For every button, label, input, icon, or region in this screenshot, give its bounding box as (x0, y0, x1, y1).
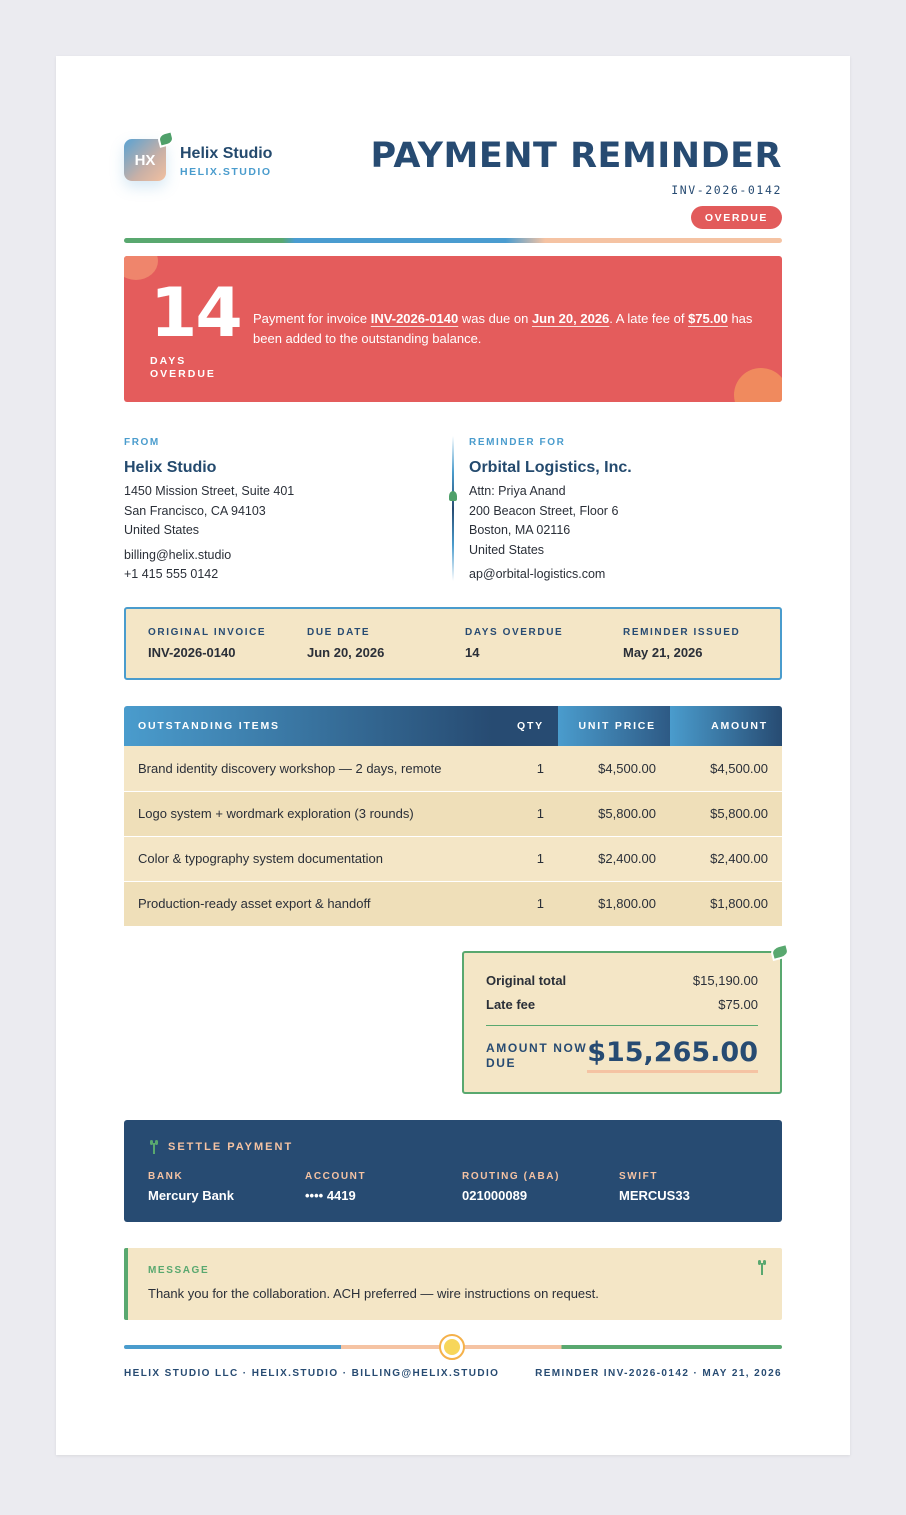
table-row (124, 836, 782, 881)
brand-name: Helix Studio (180, 145, 273, 162)
item-description: Logo system + wordmark exploration (3 rounds) (124, 791, 492, 836)
table-row (124, 881, 782, 926)
overdue-text: Payment for invoice (253, 311, 371, 326)
summary-value: Jun 20, 2026 (307, 645, 385, 660)
original-total-row (486, 973, 758, 988)
sprout-icon (449, 491, 457, 501)
address-line: United States (469, 542, 545, 557)
item-amount: $5,800.00 (670, 791, 782, 836)
address-line: San Francisco, CA 94103 (124, 503, 266, 518)
footer-reference: REMINDER INV-2026-0142 · MAY 21, 2026 (535, 1368, 782, 1379)
recipient-block (469, 437, 769, 585)
table-row (124, 791, 782, 836)
recipient-name: Orbital Logistics, Inc. (469, 459, 632, 476)
summary-value: INV-2026-0140 (148, 645, 236, 660)
overdue-text: was due on (458, 311, 532, 326)
message-box (124, 1248, 782, 1320)
address-line: 1450 Mission Street, Suite 401 (124, 484, 295, 498)
totals-divider (486, 1025, 758, 1026)
footer-company: HELIX STUDIO LLC · HELIX.STUDIO · BILLING@HELIX.STUDIO (124, 1368, 500, 1379)
brand-domain: HELIX.STUDIO (180, 166, 272, 178)
recipient-email[interactable]: ap@orbital-logistics.com (469, 567, 606, 581)
summary-label: DUE DATE (307, 627, 371, 638)
overdue-invoice-ref: INV-2026-0140 (370, 311, 459, 326)
header-divider (124, 238, 782, 243)
item-qty: 1 (492, 746, 558, 791)
address-line: United States (124, 523, 200, 537)
item-qty: 1 (492, 791, 558, 836)
brand-initials: HX (134, 151, 156, 169)
payment-details (124, 1120, 782, 1222)
overdue-late-fee: $75.00 (688, 311, 728, 326)
sprout-icon (758, 1260, 766, 1275)
payment-label: BANK (148, 1171, 184, 1182)
status-badge: OVERDUE (691, 206, 782, 229)
table-row (124, 746, 782, 791)
summary-label: REMINDER ISSUED (623, 627, 741, 638)
item-amount: $4,500.00 (670, 746, 782, 791)
recipient-address (469, 482, 769, 560)
leaf-icon (156, 130, 175, 148)
late-fee-value: $75.00 (718, 997, 758, 1012)
summary-due-date (307, 627, 384, 660)
payment-details-title: SETTLE PAYMENT (168, 1141, 294, 1153)
item-unit-price: $4,500.00 (558, 746, 670, 791)
payment-value: Mercury Bank (148, 1188, 234, 1203)
item-description: Brand identity discovery workshop — 2 days, remote (124, 746, 492, 791)
column-header-unit-price: UNIT PRICE (558, 706, 670, 746)
item-amount: $2,400.00 (670, 836, 782, 881)
address-line: 200 Beacon Street, Floor 6 (469, 503, 619, 518)
payment-value: MERCUS33 (619, 1188, 690, 1203)
payment-account (305, 1171, 366, 1203)
banner-decoration (734, 368, 782, 402)
summary-value: 14 (465, 645, 480, 660)
days-overdue-count: 14 (150, 274, 241, 353)
sender-block (124, 437, 424, 585)
column-header-qty: QTY (492, 706, 558, 746)
overdue-text: has been added to the outstanding balance. (253, 311, 753, 346)
overdue-text: . A late fee of (609, 311, 689, 326)
party-divider (452, 436, 454, 581)
sun-icon (439, 1334, 465, 1360)
item-unit-price: $5,800.00 (558, 791, 670, 836)
column-header-amount: AMOUNT (670, 706, 782, 746)
address-line: Boston, MA 02116 (469, 523, 571, 537)
payment-value: 021000089 (462, 1188, 528, 1203)
payment-value: •••• 4419 (305, 1188, 356, 1203)
table-header-row (124, 706, 782, 746)
sender-label: FROM (124, 437, 160, 448)
totals-box (462, 951, 782, 1094)
payment-label: ACCOUNT (305, 1171, 367, 1182)
sender-email[interactable]: billing@helix.studio (124, 547, 232, 562)
overdue-message (253, 309, 753, 349)
payment-label: SWIFT (619, 1171, 659, 1182)
summary-original-invoice (148, 627, 266, 660)
summary-label: DAYS OVERDUE (465, 627, 564, 638)
document-number: INV-2026-0142 (671, 183, 782, 197)
item-description: Color & typography system documentation (124, 836, 492, 881)
payment-label: ROUTING (ABA) (462, 1171, 561, 1182)
column-header-description: OUTSTANDING ITEMS (124, 706, 492, 746)
item-description: Production-ready asset export & handoff (124, 881, 492, 926)
address-line: Attn: Priya Anand (469, 484, 566, 498)
item-qty: 1 (492, 881, 558, 926)
message-text: Thank you for the collaboration. ACH preferred — wire instructions on request. (148, 1286, 599, 1301)
recipient-label: REMINDER FOR (469, 437, 566, 448)
summary-value: May 21, 2026 (623, 645, 703, 660)
recipient-contact (469, 565, 769, 585)
sender-name: Helix Studio (124, 459, 217, 476)
item-amount: $1,800.00 (670, 881, 782, 926)
amount-due-value: $15,265.00 (587, 1037, 758, 1073)
document-page (56, 56, 850, 1455)
outstanding-items-table (124, 706, 782, 927)
item-unit-price: $1,800.00 (558, 881, 670, 926)
document-title: PAYMENT REMINDER (370, 136, 782, 176)
item-unit-price: $2,400.00 (558, 836, 670, 881)
late-fee-label: Late fee (486, 997, 536, 1012)
payment-swift (619, 1171, 690, 1203)
summary-label: ORIGINAL INVOICE (148, 627, 267, 638)
original-total-value: $15,190.00 (692, 973, 758, 988)
sender-contact (124, 546, 424, 585)
leaf-icon (769, 943, 790, 961)
payment-bank (148, 1171, 234, 1203)
invoice-summary (124, 607, 782, 680)
original-total-label: Original total (486, 973, 567, 988)
message-label: MESSAGE (148, 1265, 210, 1276)
summary-days-overdue (465, 627, 563, 660)
summary-reminder-issued (623, 627, 740, 660)
sender-address (124, 482, 424, 541)
payment-routing (462, 1171, 560, 1203)
sprout-icon (150, 1140, 158, 1154)
overdue-due-date: Jun 20, 2026 (531, 311, 610, 326)
item-qty: 1 (492, 836, 558, 881)
sender-phone[interactable]: +1 415 555 0142 (124, 567, 219, 581)
days-overdue-label: DAYS OVERDUE (150, 355, 216, 380)
overdue-banner (124, 256, 782, 402)
amount-due-label: AMOUNT NOW DUE (486, 1041, 588, 1070)
late-fee-row (486, 997, 758, 1012)
